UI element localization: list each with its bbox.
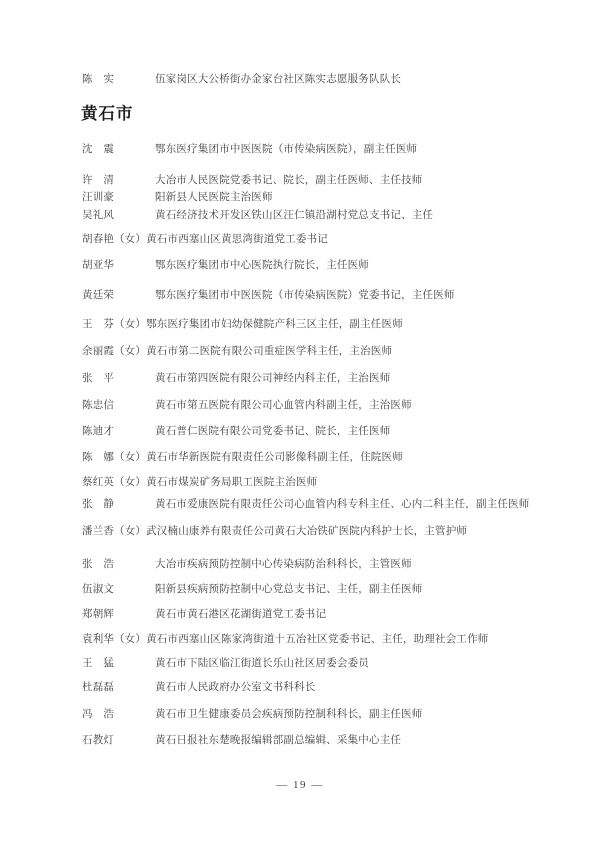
person-title: 黄石普仁医院有限公司党委书记、院长，主任医师 [155, 426, 391, 437]
roster-row [82, 708, 423, 722]
person-name: 王 芬 [82, 319, 115, 330]
person-name: 袁利华 [82, 634, 115, 645]
person-name: 胡春艳 [82, 234, 115, 245]
person-title: 鄂东医疗集团市中医医院（市传染病医院）党委书记，主任医师 [155, 290, 455, 301]
section-heading: 黄石市 [81, 105, 134, 123]
person-title: 伍家岗区大公桥街办金家台社区陈实志愿服务队队长 [155, 74, 402, 85]
person-title: 鄂东医疗集团市中心医院执行院长，主任医师 [155, 260, 369, 271]
person-title: 黄石市黄石港区花湖街道党工委书记 [155, 609, 327, 620]
person-name: 石教灯 [82, 735, 115, 746]
roster-row [82, 681, 316, 695]
person-name: 陈迪才 [82, 426, 115, 437]
person-title: 阳新县疾病预防控制中心党总支书记、主任，副主任医师 [155, 584, 423, 595]
person-name: 陈忠信 [82, 400, 115, 411]
roster-row [82, 633, 489, 647]
person-title: 鄂东医疗集团市中医医院（市传染病医院），副主任医师 [155, 144, 418, 155]
person-title: 黄石市爱康医院有限责任公司心血管内科专科主任、心内二科主任，副主任医师 [155, 499, 530, 510]
person-name: 余丽霞 [82, 346, 115, 357]
roster-row [82, 558, 412, 572]
roster-row [82, 191, 273, 205]
roster-row [82, 734, 401, 748]
roster-row [82, 498, 530, 512]
roster-row [82, 608, 326, 622]
person-name: 胡亚华 [82, 260, 115, 271]
person-title: 黄石经济技术开发区铁山区汪仁镇沿湖村党总支书记、主任 [155, 210, 434, 221]
person-name: 王 猛 [82, 658, 115, 669]
person-name: 张 静 [82, 499, 115, 510]
roster-row [82, 259, 369, 273]
person-title: 大冶市人民医院党委书记、院长，副主任医师、主任技师 [155, 175, 423, 186]
gender-note: （女） [114, 634, 147, 645]
roster-row [82, 143, 417, 157]
person-name: 潘兰香 [82, 526, 115, 537]
person-name: 张 浩 [82, 559, 115, 570]
person-name: 杜磊磊 [82, 682, 115, 693]
roster-row [82, 425, 390, 439]
person-name: 许 清 [82, 175, 115, 186]
roster-row [82, 451, 403, 465]
person-name: 沈 震 [82, 144, 115, 155]
gender-note: （女） [114, 319, 147, 330]
roster-row [82, 657, 369, 671]
person-title: 鄂东医疗集团市妇幼保健院产科三区主任，副主任医师 [146, 319, 403, 330]
roster-row [82, 233, 328, 247]
roster-row [82, 476, 317, 490]
roster-row [82, 372, 390, 386]
gender-note: （女） [114, 346, 147, 357]
person-title: 黄石市第五医院有限公司心血管内科副主任，主治医师 [155, 400, 412, 411]
person-title: 阳新县人民医院主治医师 [155, 192, 273, 203]
gender-note: （女） [114, 234, 147, 245]
person-title: 黄石日报社东楚晚报编辑部副总编辑、采集中心主任 [155, 735, 402, 746]
person-name: 伍淑文 [82, 584, 115, 595]
roster-row [82, 525, 467, 539]
person-name: 张 平 [82, 373, 115, 384]
person-title: 黄石市华新医院有限责任公司影像科副主任，住院医师 [146, 452, 403, 463]
roster-row [82, 73, 401, 87]
roster-row [82, 174, 423, 188]
gender-note: （女） [114, 526, 147, 537]
person-title: 大冶市疾病预防控制中心传染病防治科科长，主管医师 [155, 559, 412, 570]
person-title: 黄石市西塞山区黄思湾街道党工委书记 [146, 234, 329, 245]
roster-row [82, 345, 392, 359]
roster-row [82, 318, 403, 332]
person-title: 黄石市煤炭矿务局职工医院主治医师 [146, 477, 318, 488]
person-name: 陈 娜 [82, 452, 115, 463]
roster-row [82, 583, 423, 597]
roster-row [82, 289, 455, 303]
person-title: 黄石市西塞山区陈家湾街道十五冶社区党委书记、主任，助理社会工作师 [146, 634, 489, 645]
gender-note: （女） [114, 477, 147, 488]
person-title: 武汉楠山康养有限责任公司黄石大冶铁矿医院内科护士长，主管护师 [146, 526, 468, 537]
person-name: 冯 浩 [82, 709, 115, 720]
person-name: 蔡红英 [82, 477, 115, 488]
person-title: 黄石市卫生健康委员会疾病预防控制科科长，副主任医师 [155, 709, 423, 720]
person-title: 黄石市第二医院有限公司重症医学科主任，主治医师 [146, 346, 393, 357]
gender-note: （女） [114, 452, 147, 463]
person-name: 黄廷荣 [82, 290, 115, 301]
person-name: 吴礼风 [82, 210, 115, 221]
roster-row [82, 399, 412, 413]
roster-row [82, 209, 433, 223]
person-title: 黄石市人民政府办公室文书科科长 [155, 682, 316, 693]
person-title: 黄石市下陆区临江街道长乐山社区居委会委员 [155, 658, 369, 669]
person-name: 郑朝辉 [82, 609, 115, 620]
page-number: — 19 — [276, 779, 324, 791]
person-name: 陈 实 [82, 74, 115, 85]
person-name: 汪训豪 [82, 192, 115, 203]
person-title: 黄石市第四医院有限公司神经内科主任，主治医师 [155, 373, 391, 384]
